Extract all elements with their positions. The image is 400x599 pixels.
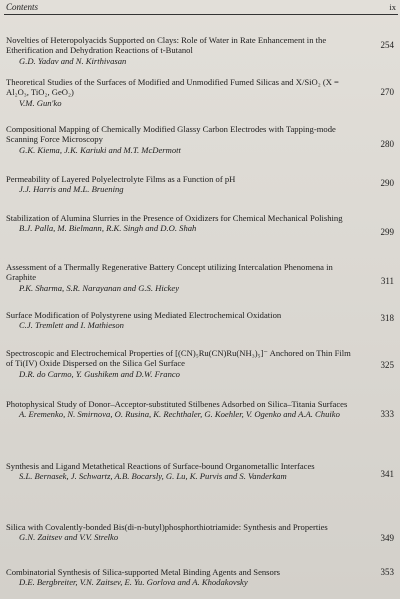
entry-authors: V.M. Gun'ko <box>19 97 62 108</box>
entry-authors: A. Eremenko, N. Smirnova, O. Rusina, K. Rechthaler, G. Koehler, V. Ogenko and A.A. Chuiko <box>19 409 340 420</box>
entry-authors: D.E. Bergbreiter, V.N. Zaitsev, E. Yu. Gorlova and A. Khodakovsky <box>19 577 248 588</box>
entry-page: 270 <box>380 87 394 97</box>
entry-page: 318 <box>380 313 394 323</box>
entry-title: Permeability of Layered Polyelectrolyte Films as a Function of pH <box>6 174 236 184</box>
header-rule <box>4 14 398 15</box>
toc-entry <box>6 348 394 379</box>
entry-authors: G.D. Yadav and N. Kirthivasan <box>19 55 127 66</box>
entry-title: Stabilization of Alumina Slurries in the Presence of Oxidizers for Chemical Mechanical Polishing <box>6 213 343 223</box>
toc-entry <box>6 213 394 237</box>
entry-authors: G.K. Kiema, J.K. Kariuki and M.T. McDermott <box>19 144 181 155</box>
entry-page: 325 <box>380 360 394 370</box>
entry-authors: J.J. Harris and M.L. Bruening <box>19 184 124 195</box>
entry-title: Combinatorial Synthesis of Silica-supported Metal Binding Agents and Sensors <box>6 567 281 577</box>
toc-entry <box>6 77 394 108</box>
entry-page: 341 <box>380 469 394 479</box>
entry-page: 353 <box>380 567 394 577</box>
entry-authors: P.K. Sharma, S.R. Narayanan and G.S. Hickey <box>19 282 180 293</box>
entry-title: Silica with Covalently-bonded Bis(di-n-butyl)phosphorthiotriamide: Synthesis and Properties <box>6 522 328 532</box>
entry-page: 349 <box>380 533 394 543</box>
roman-page-number: ix <box>389 2 396 12</box>
section-title: Contents <box>6 2 39 12</box>
toc-entry <box>6 522 394 543</box>
entry-title: Theoretical Studies of the Surfaces of Modified and Unmodified Fumed Silicas and X/SiO₂ (X = Al₂O₃, TiO₂, GeO₂) <box>6 77 339 98</box>
toc-entry <box>6 35 394 66</box>
entry-title: Synthesis and Ligand Metathetical Reactions of Surface-bound Organometallic Interfaces <box>6 461 315 471</box>
entry-page: 254 <box>380 40 394 50</box>
entry-page: 333 <box>380 409 394 419</box>
entry-title: Photophysical Study of Donor–Acceptor-substituted Stilbenes Adsorbed on Silica–Titania Surfaces <box>6 399 348 409</box>
toc-entry <box>6 174 394 195</box>
toc-entry <box>6 262 394 293</box>
entry-authors: S.L. Bernasek, J. Schwartz, A.B. Bocarsly, G. Lu, K. Purvis and S. Vanderkam <box>19 471 287 482</box>
entry-title: Compositional Mapping of Chemically Modified Glassy Carbon Electrodes with Tapping-mode Scanning Force Microscopy <box>6 124 336 145</box>
toc-entry <box>6 461 394 482</box>
toc-entry <box>6 399 394 420</box>
entry-title: Spectroscopic and Electrochemical Properties of [(CN)₅Ru(CN)Ru(NH₃)₅]⁻ Anchored on Thin Film of Ti(IV) Oxide Dispersed on the Silica Gel Surface <box>6 348 351 369</box>
toc-entry <box>6 124 394 155</box>
toc-entry <box>6 567 394 588</box>
running-header <box>6 2 396 14</box>
entry-authors: C.J. Tremlett and I. Mathieson <box>19 320 124 331</box>
entry-page: 311 <box>380 276 394 286</box>
entry-page: 290 <box>380 178 394 188</box>
entry-title: Surface Modification of Polystyrene using Mediated Electrochemical Oxidation <box>6 310 282 320</box>
toc-entry <box>6 310 394 331</box>
entry-authors: B.J. Palla, M. Bielmann, R.K. Singh and D.O. Shah <box>19 223 197 234</box>
entry-page: 280 <box>380 139 394 149</box>
entry-authors: G.N. Zaitsev and V.V. Strelko <box>19 532 119 543</box>
entry-authors: D.R. do Carmo, Y. Gushikem and D.W. Franco <box>19 368 180 379</box>
entry-title: Assessment of a Thermally Regenerative Battery Concept utilizing Intercalation Phenomena in Graphite <box>6 262 333 283</box>
entry-page: 299 <box>380 227 394 237</box>
entry-title: Novelties of Heteropolyacids Supported on Clays: Role of Water in Rate Enhancement in the Etherification and Dehydration Reactions of t-Butanol <box>6 35 327 56</box>
